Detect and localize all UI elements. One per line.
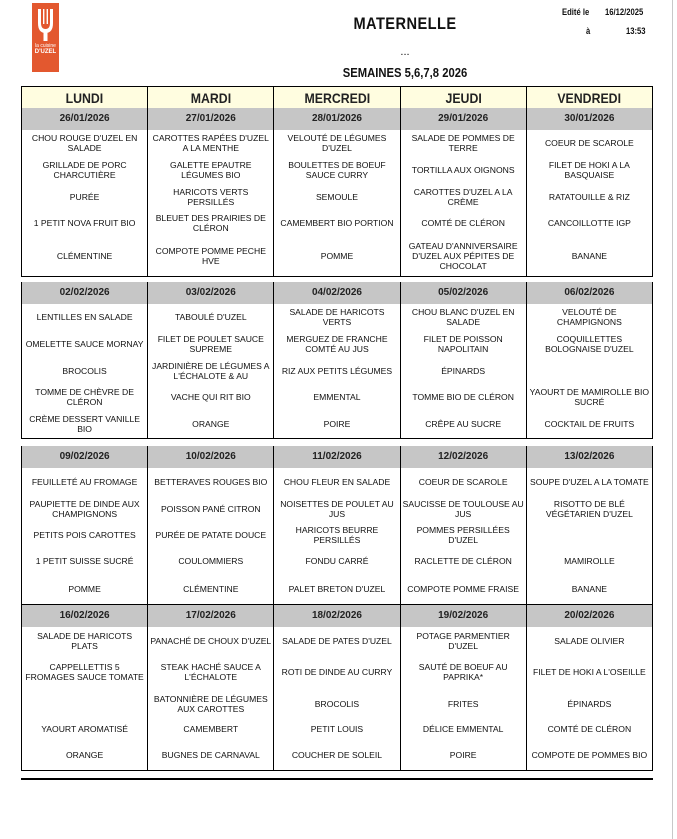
date-cell: 30/01/2026 bbox=[526, 108, 652, 130]
dish-starter: COEUR DE SCAROLE bbox=[400, 468, 526, 495]
dish-main: MERGUEZ DE FRANCHE COMTÉ AU JUS bbox=[274, 330, 400, 357]
dish-cheese: YAOURT DE MAMIROLLE BIO SUCRÉ bbox=[526, 384, 652, 410]
date-cell: 27/01/2026 bbox=[148, 108, 274, 130]
dish-main: FILET DE HOKI A L'OSEILLE bbox=[526, 654, 652, 690]
dish-side bbox=[526, 522, 652, 548]
dish-cheese: MAMIROLLE bbox=[526, 548, 652, 574]
dish-side: BROCOLIS bbox=[22, 357, 148, 384]
dish-main: NOISETTES DE POULET AU JUS bbox=[274, 495, 400, 522]
date-cell: 03/02/2026 bbox=[148, 282, 274, 304]
dish-cheese: DÉLICE EMMENTAL bbox=[400, 717, 526, 740]
dish-cheese: YAOURT AROMATISÉ bbox=[22, 717, 148, 740]
dish-cheese: COULOMMIERS bbox=[148, 548, 274, 574]
dish-starter: SALADE DE HARICOTS VERTS bbox=[274, 304, 400, 330]
dish-dessert: COCKTAIL DE FRUITS bbox=[526, 410, 652, 438]
dish-main: GRILLADE DE PORC CHARCUTIÈRE bbox=[22, 156, 148, 183]
dish-cheese: CAMEMBERT BIO PORTION bbox=[274, 210, 400, 236]
dish-dessert: CLÉMENTINE bbox=[22, 236, 148, 276]
date-cell: 28/01/2026 bbox=[274, 108, 400, 130]
dish-cheese: CANCOILLOTTE IGP bbox=[526, 210, 652, 236]
dish-starter: FEUILLETÉ AU FROMAGE bbox=[22, 468, 148, 495]
dish-main: BOULETTES DE BOEUF SAUCE CURRY bbox=[274, 156, 400, 183]
date-cell: 05/02/2026 bbox=[400, 282, 526, 304]
dish-side: RIZ AUX PETITS LÉGUMES bbox=[274, 357, 400, 384]
dish-main: SAUCISSE DE TOULOUSE AU JUS bbox=[400, 495, 526, 522]
fork-icon bbox=[36, 9, 55, 41]
dish-dessert: ORANGE bbox=[148, 410, 274, 438]
dish-starter: SALADE DE POMMES DE TERRE bbox=[400, 130, 526, 156]
dish-main: ROTI DE DINDE AU CURRY bbox=[274, 654, 400, 690]
dish-side: FRITES bbox=[400, 690, 526, 717]
dish-main: RISOTTO DE BLÉ VÉGÉTARIEN D'UZEL bbox=[526, 495, 652, 522]
dish-dessert: COMPOTE DE POMMES BIO bbox=[526, 740, 652, 770]
dish-side: PURÉE bbox=[22, 183, 148, 210]
day-header-jeudi: JEUDI bbox=[400, 87, 526, 109]
page-title: MATERNELLE bbox=[353, 14, 457, 33]
dish-cheese: BLEUET DES PRAIRIES DE CLÉRON bbox=[148, 210, 274, 236]
dish-dessert: POIRE bbox=[274, 410, 400, 438]
dish-cheese: 1 PETIT NOVA FRUIT BIO bbox=[22, 210, 148, 236]
dish-dessert: POIRE bbox=[400, 740, 526, 770]
dish-starter: POTAGE PARMENTIER D'UZEL bbox=[400, 627, 526, 654]
date-cell: 10/02/2026 bbox=[148, 446, 274, 468]
date-cell: 16/02/2026 bbox=[22, 605, 148, 627]
bottom-divider bbox=[21, 778, 653, 780]
dish-starter: CHOU BLANC D'UZEL EN SALADE bbox=[400, 304, 526, 330]
dish-main: POISSON PANÉ CITRON bbox=[148, 495, 274, 522]
dish-starter: BETTERAVES ROUGES BIO bbox=[148, 468, 274, 495]
dish-side: CAROTTES D'UZEL A LA CRÈME bbox=[400, 183, 526, 210]
logo-line-2: D'UZEL bbox=[34, 49, 57, 55]
dish-starter: SALADE OLIVIER bbox=[526, 627, 652, 654]
dish-cheese: CAMEMBERT bbox=[148, 717, 274, 740]
dish-side: PURÉE DE PATATE DOUCE bbox=[148, 522, 274, 548]
date-cell: 20/02/2026 bbox=[526, 605, 652, 627]
dish-side: JARDINIÈRE DE LÉGUMES A L'ÉCHALOTE & AU bbox=[148, 357, 274, 384]
date-cell: 11/02/2026 bbox=[274, 446, 400, 468]
date-cell: 06/02/2026 bbox=[526, 282, 652, 304]
day-header-vendredi: VENDREDI bbox=[526, 87, 652, 109]
dish-starter: COEUR DE SCAROLE bbox=[526, 130, 652, 156]
edited-label: Edité le bbox=[562, 7, 590, 17]
dish-dessert: PALET BRETON D'UZEL bbox=[274, 574, 400, 604]
dish-side bbox=[526, 357, 652, 384]
dish-starter: VELOUTÉ DE LÉGUMES D'UZEL bbox=[274, 130, 400, 156]
dish-side: ÉPINARDS bbox=[400, 357, 526, 384]
day-header-mardi: MARDI bbox=[148, 87, 274, 109]
day-header-mercredi: MERCREDI bbox=[274, 87, 400, 109]
date-cell: 09/02/2026 bbox=[22, 446, 148, 468]
date-cell: 26/01/2026 bbox=[22, 108, 148, 130]
dish-main: CAPPELLETTIS 5 FROMAGES SAUCE TOMATE bbox=[22, 654, 148, 690]
dish-side: ÉPINARDS bbox=[526, 690, 652, 717]
dish-dessert: POMME bbox=[274, 236, 400, 276]
dish-cheese: EMMENTAL bbox=[274, 384, 400, 410]
date-cell: 12/02/2026 bbox=[400, 446, 526, 468]
dish-side: POMMES PERSILLÉES D'UZEL bbox=[400, 522, 526, 548]
dish-dessert: ORANGE bbox=[22, 740, 148, 770]
dish-main: COQUILLETTES BOLOGNAISE D'UZEL bbox=[526, 330, 652, 357]
subtitle-dots: ... bbox=[400, 46, 410, 58]
dish-starter: SALADE DE PATES D'UZEL bbox=[274, 627, 400, 654]
dish-main: FILET DE HOKI A LA BASQUAISE bbox=[526, 156, 652, 183]
dish-side: PETITS POIS CAROTTES bbox=[22, 522, 148, 548]
date-cell: 04/02/2026 bbox=[274, 282, 400, 304]
logo-line-1: la cuisine bbox=[35, 43, 56, 49]
edited-time: 13:53 bbox=[626, 26, 646, 36]
dish-dessert: BANANE bbox=[526, 574, 652, 604]
dish-main: FILET DE POISSON NAPOLITAIN bbox=[400, 330, 526, 357]
dish-dessert: BANANE bbox=[526, 236, 652, 276]
day-header-row bbox=[21, 86, 653, 109]
date-cell: 02/02/2026 bbox=[22, 282, 148, 304]
dish-side: BATONNIÈRE DE LÉGUMES AUX CAROTTES bbox=[148, 690, 274, 717]
dish-cheese: COMTÉ DE CLÉRON bbox=[526, 717, 652, 740]
week-block-2 bbox=[21, 282, 653, 439]
dish-main: GALETTE EPAUTRE LÉGUMES BIO bbox=[148, 156, 274, 183]
dish-starter: LENTILLES EN SALADE bbox=[22, 304, 148, 330]
date-cell: 18/02/2026 bbox=[274, 605, 400, 627]
dish-cheese: PETIT LOUIS bbox=[274, 717, 400, 740]
dish-cheese: VACHE QUI RIT BIO bbox=[148, 384, 274, 410]
dish-main: OMELETTE SAUCE MORNAY bbox=[22, 330, 148, 357]
dish-side: RATATOUILLE & RIZ bbox=[526, 183, 652, 210]
dish-main: SAUTÉ DE BOEUF AU PAPRIKA* bbox=[400, 654, 526, 690]
date-cell: 29/01/2026 bbox=[400, 108, 526, 130]
date-cell: 17/02/2026 bbox=[148, 605, 274, 627]
dish-main: STEAK HACHÉ SAUCE A L'ÉCHALOTE bbox=[148, 654, 274, 690]
week-block-3 bbox=[21, 446, 653, 605]
dish-cheese: TOMME DE CHÈVRE DE CLÉRON bbox=[22, 384, 148, 410]
dish-starter: SOUPE D'UZEL A LA TOMATE bbox=[526, 468, 652, 495]
logo bbox=[32, 3, 59, 72]
dish-starter: PANACHÉ DE CHOUX D'UZEL bbox=[148, 627, 274, 654]
dish-dessert: POMME bbox=[22, 574, 148, 604]
dish-side: HARICOTS BEURRE PERSILLÉS bbox=[274, 522, 400, 548]
dish-dessert: BUGNES DE CARNAVAL bbox=[148, 740, 274, 770]
dish-dessert: COMPOTE POMME FRAISE bbox=[400, 574, 526, 604]
dish-dessert: GATEAU D'ANNIVERSAIRE D'UZEL AUX PÉPITES DE CHOCOLAT bbox=[400, 236, 526, 276]
dish-dessert: COUCHER DE SOLEIL bbox=[274, 740, 400, 770]
dish-starter: CAROTTES RAPÉES D'UZEL A LA MENTHE bbox=[148, 130, 274, 156]
dish-cheese: RACLETTE DE CLÉRON bbox=[400, 548, 526, 574]
dish-side: SEMOULE bbox=[274, 183, 400, 210]
dish-starter: SALADE DE HARICOTS PLATS bbox=[22, 627, 148, 654]
day-header-lundi: LUNDI bbox=[22, 87, 148, 109]
dish-cheese: 1 PETIT SUISSE SUCRÉ bbox=[22, 548, 148, 574]
dish-starter: CHOU ROUGE D'UZEL EN SALADE bbox=[22, 130, 148, 156]
week-block-1 bbox=[21, 108, 653, 277]
dish-dessert: COMPOTE POMME PECHE HVE bbox=[148, 236, 274, 276]
date-cell: 19/02/2026 bbox=[400, 605, 526, 627]
dish-starter: TABOULÉ D'UZEL bbox=[148, 304, 274, 330]
dish-main: TORTILLA AUX OIGNONS bbox=[400, 156, 526, 183]
dish-cheese: COMTÉ DE CLÉRON bbox=[400, 210, 526, 236]
dish-dessert: CRÈME DESSERT VANILLE BIO bbox=[22, 410, 148, 438]
dish-side bbox=[22, 690, 148, 717]
dish-starter: CHOU FLEUR EN SALADE bbox=[274, 468, 400, 495]
edited-date: 16/12/2025 bbox=[605, 7, 644, 17]
dish-main: FILET DE POULET SAUCE SUPREME bbox=[148, 330, 274, 357]
page-edge bbox=[672, 0, 673, 839]
dish-starter: VELOUTÉ DE CHAMPIGNONS bbox=[526, 304, 652, 330]
week-block-4 bbox=[21, 605, 653, 771]
dish-cheese: FONDU CARRÉ bbox=[274, 548, 400, 574]
date-cell: 13/02/2026 bbox=[526, 446, 652, 468]
dish-side: HARICOTS VERTS PERSILLÉS bbox=[148, 183, 274, 210]
dish-main: PAUPIETTE DE DINDE AUX CHAMPIGNONS bbox=[22, 495, 148, 522]
weeks-subtitle: SEMAINES 5,6,7,8 2026 bbox=[342, 66, 468, 80]
dish-side: BROCOLIS bbox=[274, 690, 400, 717]
dish-dessert: CLÉMENTINE bbox=[148, 574, 274, 604]
dish-cheese: TOMME BIO DE CLÉRON bbox=[400, 384, 526, 410]
dish-dessert: CRÊPE AU SUCRE bbox=[400, 410, 526, 438]
at-label: à bbox=[586, 26, 591, 36]
